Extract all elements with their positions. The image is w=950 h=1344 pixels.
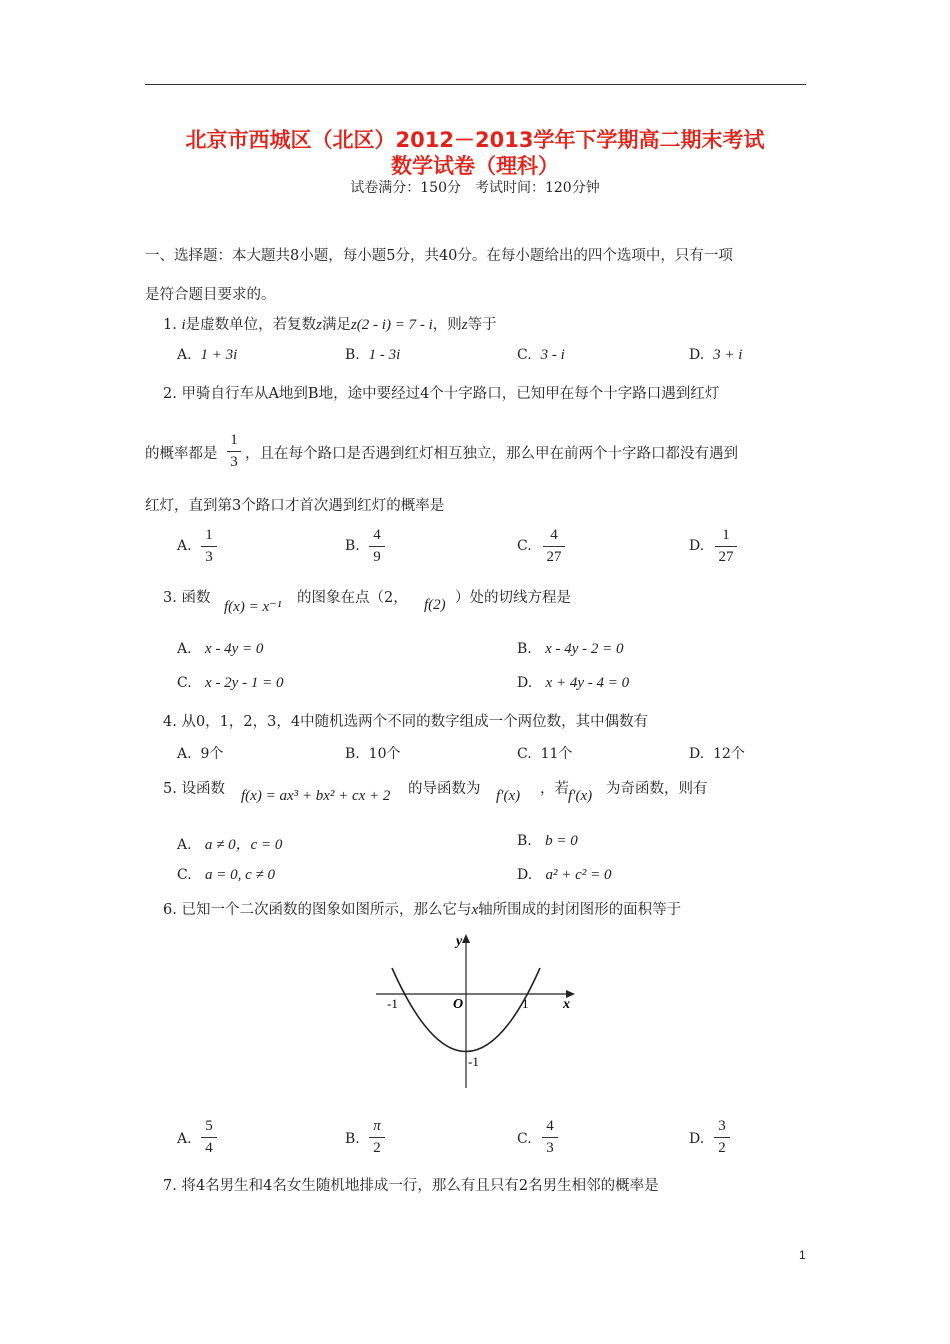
- option-d: D. 12个: [689, 746, 745, 762]
- option-d-fraction: 3 2: [714, 1118, 730, 1157]
- option-c-label: C.: [517, 538, 532, 554]
- question-2: 2. 甲骑自行车从A地到B地，途中要经过4个十字路口，已知甲在每个十字路口遇到红灯: [163, 386, 720, 402]
- function-expr: f(x) = ax³ + bx² + cx + 2: [241, 788, 391, 804]
- option-b: B. x - 4y - 2 = 0: [517, 641, 624, 657]
- option-a-label: A.: [177, 538, 192, 554]
- derivative-expr-2: f′(x): [568, 788, 593, 804]
- question-5-mid2: ，若: [540, 781, 569, 797]
- option-b: B. b = 0: [517, 833, 578, 849]
- question-number: 1.: [163, 317, 177, 333]
- option-c: C. x - 2y - 1 = 0: [177, 675, 284, 691]
- y-axis-label: y: [456, 934, 463, 949]
- option-a: A. 9个: [177, 746, 224, 762]
- question-5: 5. 设函数: [163, 781, 225, 797]
- option-d: D. 3 + i: [689, 347, 743, 363]
- option-a: A. a ≠ 0，c = 0: [177, 837, 283, 853]
- question-5-mid1: 的导函数为: [408, 781, 481, 797]
- question-5-post: 为奇函数，则有: [606, 781, 708, 797]
- option-c-fraction: 4 27: [543, 527, 565, 566]
- option-d: D. x + 4y - 4 = 0: [517, 675, 630, 691]
- min-label: -1: [468, 1054, 479, 1069]
- option-c: C. 3 - i: [517, 347, 565, 363]
- section-intro-2: 是符合题目要求的。: [145, 287, 276, 303]
- question-2-line2-pre: 的概率都是: [145, 446, 218, 462]
- x-axis-label: x: [563, 997, 570, 1012]
- header-rule: [145, 84, 806, 85]
- option-d-label: D.: [689, 538, 705, 554]
- exam-info: 试卷满分：150分 考试时间：120分钟: [350, 180, 600, 196]
- derivative-expr: f′(x): [496, 788, 521, 804]
- option-d-fraction: 1 27: [715, 527, 737, 566]
- option-b-label: B.: [345, 538, 360, 554]
- option-c: C. a = 0, c ≠ 0: [177, 867, 276, 883]
- option-b: B. 10个: [345, 746, 401, 762]
- question-2-line3: 红灯，直到第3个路口才首次遇到红灯的概率是: [145, 498, 445, 514]
- function-expr: f(x) = x⁻¹: [224, 599, 282, 615]
- option-b-label: B.: [345, 1131, 360, 1147]
- question-4: 4. 从0，1，2，3，4中随机选两个不同的数字组成一个两位数，其中偶数有: [163, 714, 649, 730]
- question-7: 7. 将4名男生和4名女生随机地排成一行，那么有且只有2名男生相邻的概率是: [163, 1178, 659, 1194]
- question-2-line2-post: ，且在每个路口是否遇到红灯相互独立，那么甲在前两个十字路口都没有遇到: [245, 446, 738, 462]
- option-a: A. x - 4y = 0: [177, 641, 264, 657]
- y-axis-arrow: [462, 934, 470, 943]
- option-c-fraction: 4 3: [542, 1118, 558, 1157]
- question-3: 3. 函数: [163, 590, 211, 606]
- option-a: A. 1 + 3i: [177, 347, 238, 363]
- left-root-label: -1: [387, 996, 398, 1011]
- question-3-post: ）处的切线方程是: [455, 590, 571, 606]
- question-3-mid: 的图象在点（2，: [297, 590, 408, 606]
- option-b-fraction: 4 9: [369, 527, 385, 566]
- parabola-graph: [370, 928, 580, 1093]
- page-title: 北京市西城区（北区）2012－2013学年下学期高二期末考试: [185, 128, 765, 152]
- option-a-fraction: 5 4: [201, 1118, 217, 1157]
- option-a-label: A.: [177, 1131, 192, 1147]
- option-d-label: D.: [689, 1131, 705, 1147]
- option-b: B. 1 - 3i: [345, 347, 401, 363]
- point-expr: f(2): [424, 597, 446, 613]
- origin-label: O: [453, 997, 464, 1012]
- option-c: C. 11个: [517, 746, 573, 762]
- question-6: 6. 已知一个二次函数的图象如图所示，那么它与x轴所围成的封闭图形的面积等于: [163, 902, 682, 918]
- option-b-fraction: π 2: [369, 1118, 385, 1157]
- option-a-fraction: 1 3: [201, 527, 217, 566]
- option-c-label: C.: [517, 1131, 532, 1147]
- question-1: 1. i是虚数单位，若复数z满足z(2 - i) = 7 - i，则z等于: [163, 317, 497, 333]
- page-title-2: 数学试卷（理科）: [391, 154, 559, 178]
- page-number: 1: [799, 1248, 806, 1262]
- option-d: D. a² + c² = 0: [517, 867, 612, 883]
- fraction: 1 3: [227, 432, 241, 471]
- right-root-label: 1: [522, 996, 529, 1011]
- section-intro: 一、选择题：本大题共8小题，每小题5分，共40分。在每小题给出的四个选项中，只有一项: [145, 248, 733, 264]
